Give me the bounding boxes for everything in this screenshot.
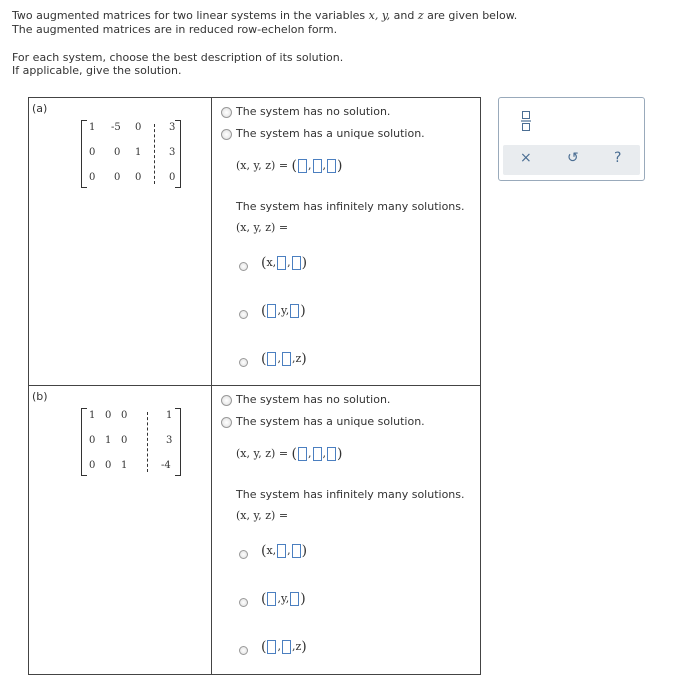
x-input[interactable]: [298, 159, 307, 173]
intro-line-4: If applicable, give the solution.: [12, 64, 182, 77]
matrix-cell: 0: [105, 460, 112, 471]
unique-solution-radio[interactable]: [221, 417, 232, 428]
matrix-cell: 0: [121, 410, 128, 421]
matrix-cell: 0: [114, 147, 121, 158]
math-toolbox: [498, 97, 645, 181]
matrix-cell: 0: [135, 122, 142, 133]
matrix-cell: 0: [89, 147, 96, 158]
part-b-label: (b): [32, 390, 48, 403]
matrix-cell: 3: [166, 435, 173, 446]
part-a-matrix: [81, 120, 181, 188]
infinite-solutions-equation: (x, y, z) =: [236, 221, 289, 234]
param-input[interactable]: [267, 640, 276, 654]
param-var: z: [295, 352, 302, 365]
no-solution-radio[interactable]: [221, 107, 232, 118]
x-input[interactable]: [298, 447, 307, 461]
no-solution-label: The system has no solution.: [236, 393, 391, 406]
matrix-cell: 0: [135, 172, 142, 183]
part-b-matrix-cell: [29, 386, 212, 675]
no-solution-label: The system has no solution.: [236, 105, 391, 118]
matrix-cell: 0: [89, 460, 96, 471]
unique-solution-equation: (x, y, z) = ( , , ): [236, 446, 343, 462]
param-input[interactable]: [290, 304, 299, 318]
param-option-2-radio[interactable]: [239, 598, 248, 607]
param-input[interactable]: [277, 256, 286, 270]
no-solution-radio[interactable]: [221, 395, 232, 406]
param-var: y,: [280, 304, 290, 317]
left-bracket: [81, 120, 87, 188]
part-a-options-cell: [212, 98, 481, 386]
param-input[interactable]: [290, 592, 299, 606]
matrix-cell: 0: [105, 410, 112, 421]
part-b-options-cell: [212, 386, 481, 675]
param-input[interactable]: [267, 304, 276, 318]
param-option-2: ( ,y, ): [261, 303, 306, 319]
param-option-1: (x, , ): [261, 255, 308, 271]
part-b-matrix: [81, 408, 181, 476]
intro-line-3: For each system, choose the best description of its solution.: [12, 51, 344, 64]
matrix-cell: 0: [121, 435, 128, 446]
unique-solution-equation: (x, y, z) = ( , , ): [236, 158, 343, 174]
matrix-cell: 0: [169, 172, 176, 183]
param-option-3-radio[interactable]: [239, 646, 248, 655]
infinite-solutions-equation: (x, y, z) =: [236, 509, 289, 522]
unique-solution-radio[interactable]: [221, 129, 232, 140]
fraction-icon[interactable]: [521, 109, 531, 133]
param-option-1: (x, , ): [261, 543, 308, 559]
param-var: x,: [266, 544, 277, 557]
left-bracket: [81, 408, 87, 476]
param-option-3: ( , ,z): [261, 639, 307, 655]
y-input[interactable]: [313, 159, 322, 173]
param-input[interactable]: [292, 256, 301, 270]
param-input[interactable]: [267, 592, 276, 606]
augment-divider: [147, 412, 148, 472]
param-input[interactable]: [292, 544, 301, 558]
param-input[interactable]: [282, 352, 291, 366]
param-option-3: ( , ,z): [261, 351, 307, 367]
problem-table: [28, 97, 481, 675]
z-input[interactable]: [327, 159, 336, 173]
intro-line-1: Two augmented matrices for two linear systems in the variables x, y, and z are given below.: [12, 9, 518, 22]
help-button[interactable]: ?: [614, 150, 622, 166]
augment-divider: [154, 124, 155, 184]
y-input[interactable]: [313, 447, 322, 461]
param-var: z: [295, 640, 302, 653]
infinite-solutions-label: The system has infinitely many solutions.: [236, 488, 465, 501]
matrix-cell: 0: [89, 435, 96, 446]
param-var: x,: [266, 256, 277, 269]
param-input[interactable]: [282, 640, 291, 654]
param-option-1-radio[interactable]: [239, 262, 248, 271]
param-option-3-radio[interactable]: [239, 358, 248, 367]
infinite-solutions-label: The system has infinitely many solutions.: [236, 200, 465, 213]
right-bracket: [175, 120, 181, 188]
matrix-cell: 0: [89, 172, 96, 183]
unique-solution-label: The system has a unique solution.: [236, 415, 425, 428]
matrix-cell: 1: [166, 410, 173, 421]
matrix-cell: 1: [105, 435, 112, 446]
undo-button[interactable]: ↺: [567, 150, 579, 166]
unique-solution-label: The system has a unique solution.: [236, 127, 425, 140]
matrix-cell: -4: [161, 460, 171, 471]
param-option-2-radio[interactable]: [239, 310, 248, 319]
param-input[interactable]: [277, 544, 286, 558]
param-var: y,: [280, 592, 290, 605]
param-input[interactable]: [267, 352, 276, 366]
intro-line-2: The augmented matrices are in reduced row-echelon form.: [12, 23, 338, 36]
matrix-cell: 1: [89, 410, 96, 421]
matrix-cell: 0: [114, 172, 121, 183]
z-input[interactable]: [327, 447, 336, 461]
right-bracket: [175, 408, 181, 476]
param-option-2: ( ,y, ): [261, 591, 306, 607]
matrix-cell: 1: [121, 460, 128, 471]
part-a-label: (a): [32, 102, 48, 115]
clear-button[interactable]: ×: [520, 150, 532, 166]
tuple-lhs: (x, y, z) =: [236, 159, 289, 172]
part-a-matrix-cell: [29, 98, 212, 386]
matrix-cell: 3: [169, 122, 176, 133]
tuple-lhs: (x, y, z) =: [236, 447, 289, 460]
matrix-cell: -5: [111, 122, 121, 133]
matrix-cell: 1: [135, 147, 142, 158]
matrix-cell: 3: [169, 147, 176, 158]
matrix-cell: 1: [89, 122, 96, 133]
toolbox-action-bar: [503, 145, 640, 175]
param-option-1-radio[interactable]: [239, 550, 248, 559]
